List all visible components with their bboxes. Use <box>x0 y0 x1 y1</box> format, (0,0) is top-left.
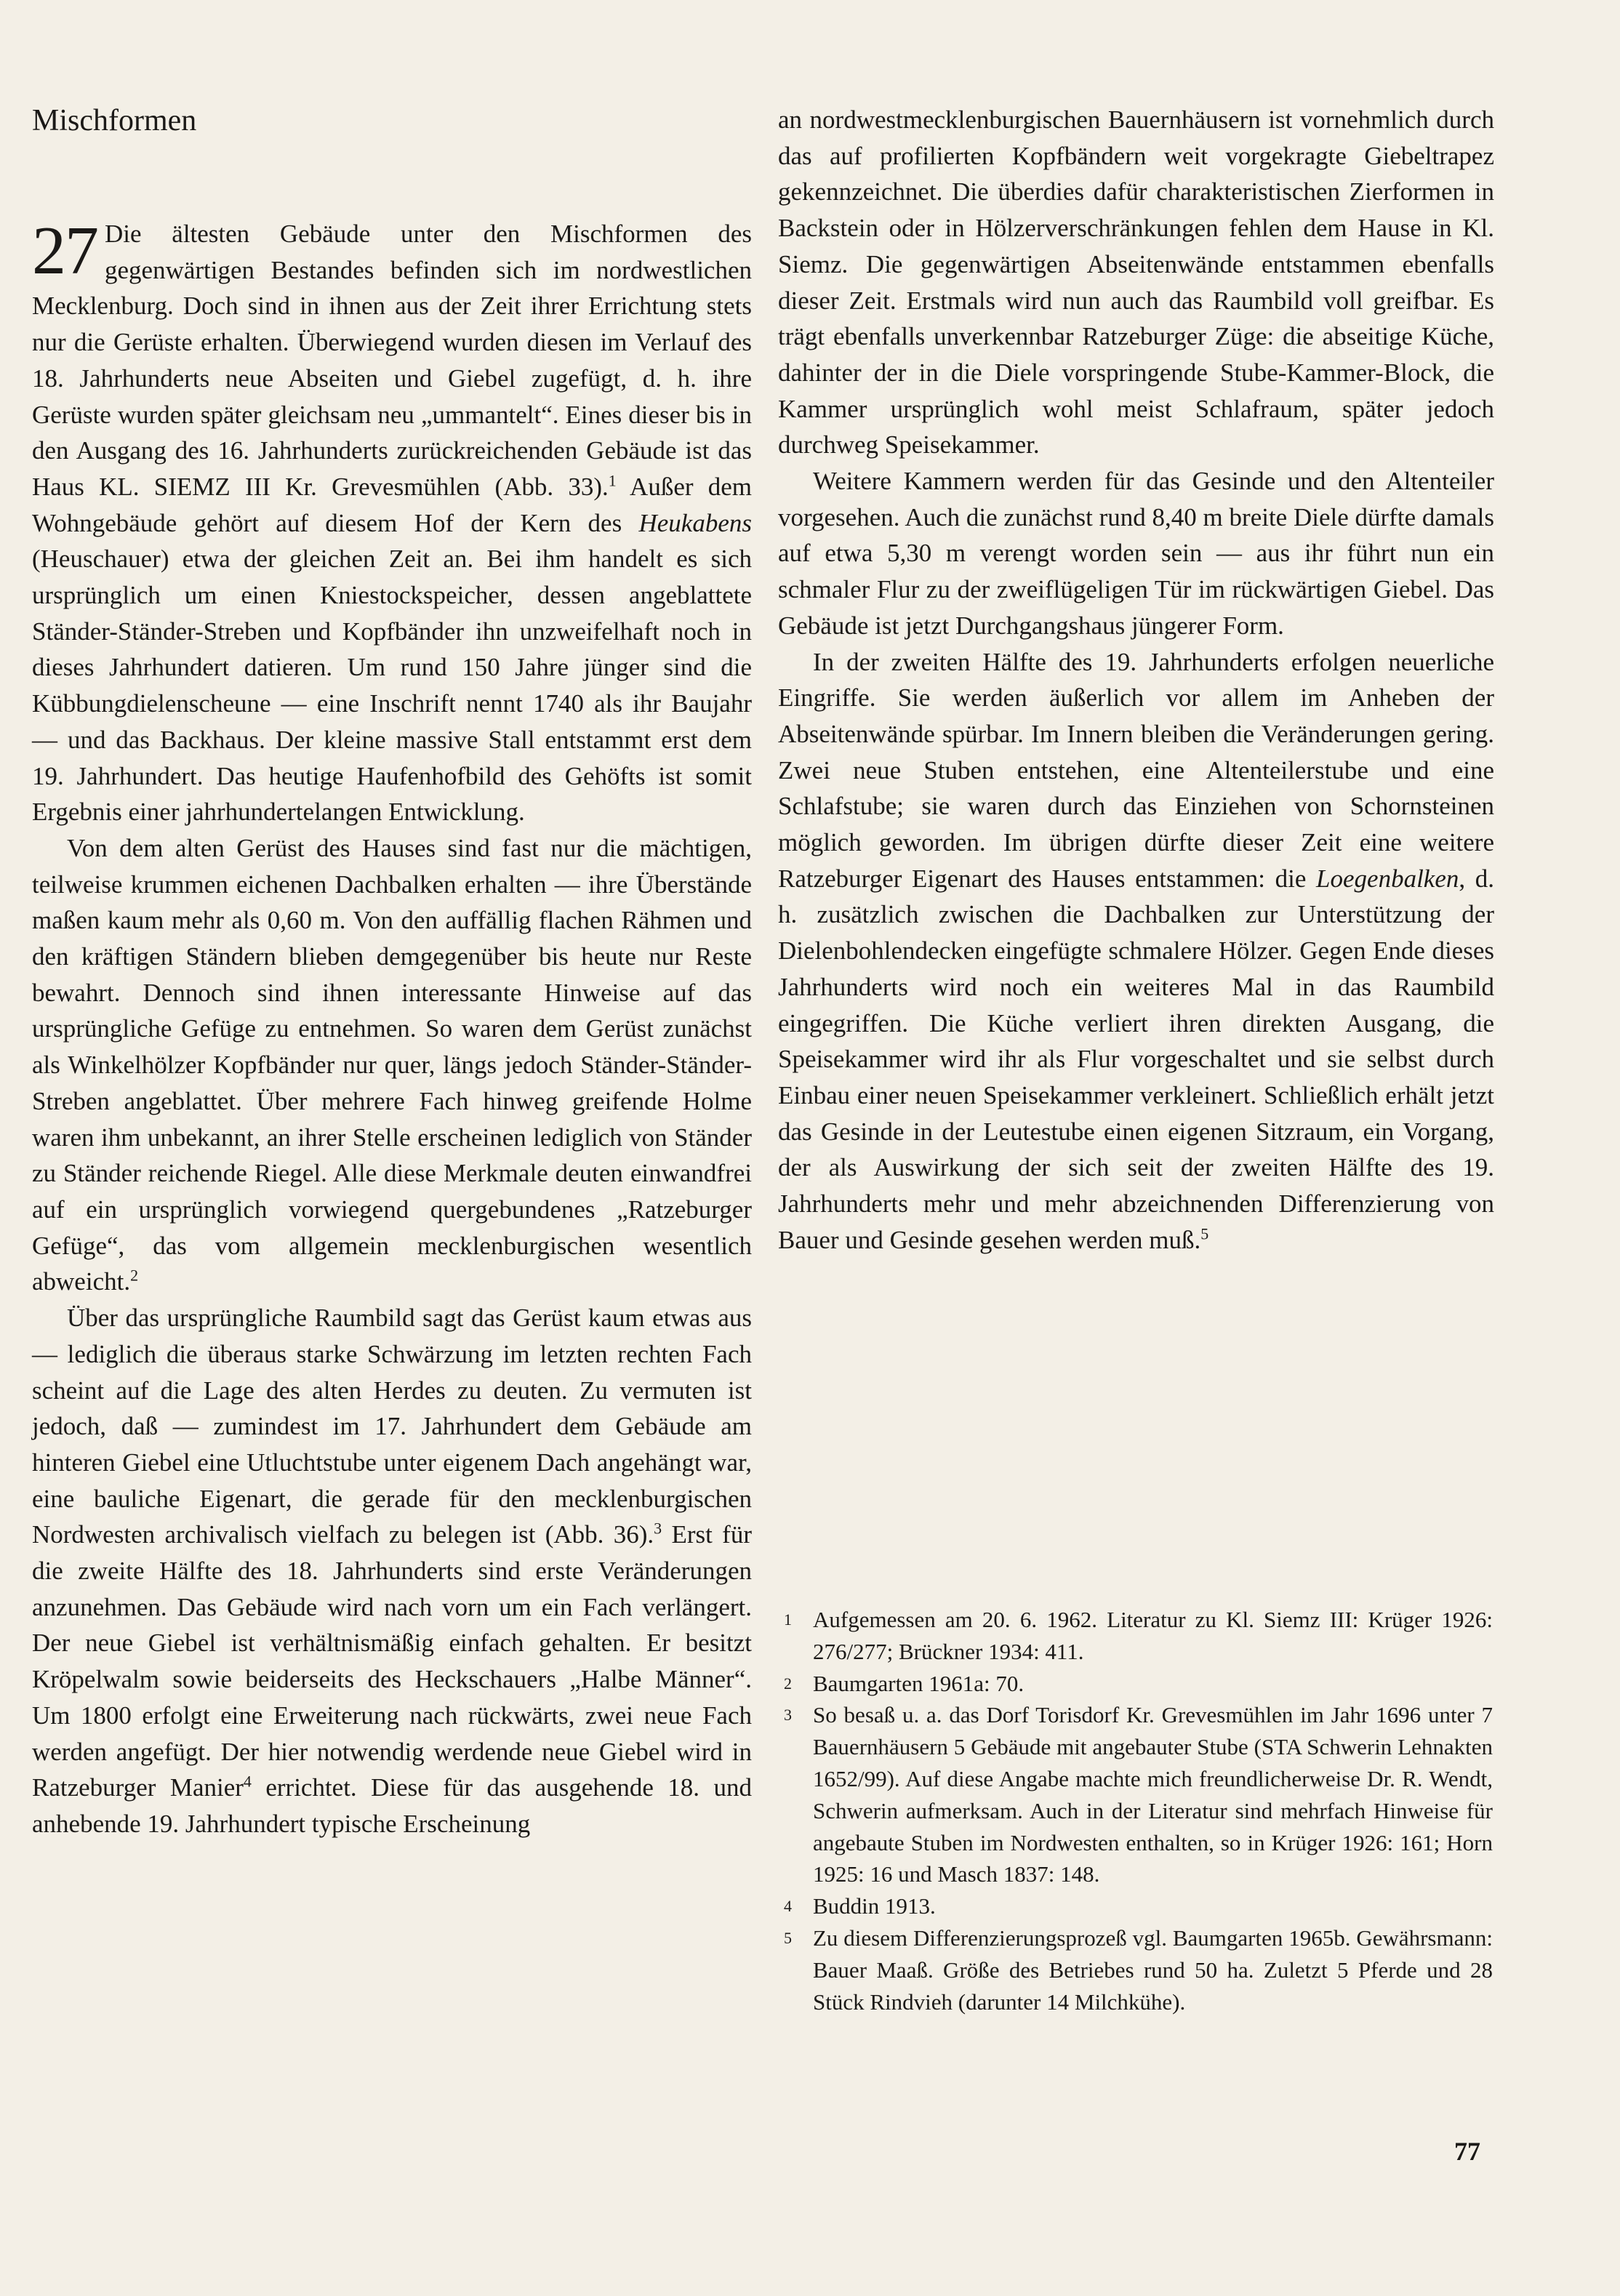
footnote-mark: 5 <box>784 1928 792 1947</box>
footnote-text: Zu diesem Differenzierungsprozeß vgl. Baumgarten 1965b. Gewährsmann: Bauer Maaß. Größe des Betriebes rund 50 ha. Zuletzt 5 Pferde und 28 Stück Rindvieh (darunter 14 Milchkühe). <box>813 1924 1493 2015</box>
footnote-mark: 3 <box>784 1706 792 1725</box>
footnote-ref: 5 <box>1200 1224 1209 1243</box>
footnote-item <box>784 1668 1493 1700</box>
paragraph-5: Weitere Kammern werden für das Gesinde und den Altenteiler vorgesehen. Auch die zunächst rund 8,40 m breite Diele dürfte damals auf etwa 5,30 m verengt worden sein — aus ihr führt nun ein schmaler Flur zu der zweiflügeligen Tür im rückwärtigen Giebel. Das Gebäude ist jetzt Durchgangshaus jüngerer Form. <box>778 467 1494 640</box>
footnote-ref: 4 <box>243 1772 252 1791</box>
footnote-mark: 4 <box>784 1897 792 1916</box>
page-number: 77 <box>1454 2137 1480 2166</box>
footnote-text: Buddin 1913. <box>813 1893 936 1919</box>
right-column <box>778 102 1494 1259</box>
footnote-item <box>784 1890 1493 1922</box>
footnote-item <box>784 1604 1493 1668</box>
footnote-mark: 1 <box>784 1610 792 1629</box>
text-run: errichtet. Diese für das ausgehende 18. und anhebende 19. Jahrhundert typische Erscheinung <box>32 1773 752 1838</box>
footnotes <box>784 1604 1493 2018</box>
italic-term: Heukabens <box>638 508 752 537</box>
footnote-ref: 2 <box>130 1266 139 1285</box>
footnote-ref: 3 <box>654 1519 662 1538</box>
footnote-ref: 1 <box>608 471 617 490</box>
footnote-text: Aufgemessen am 20. 6. 1962. Literatur zu Kl. Siemz III: Krüger 1926: 276/277; Brückner 1934: 411. <box>813 1607 1493 1664</box>
footnote-item <box>784 1699 1493 1890</box>
text-run: , d. h. zusätzlich zwischen die Dachbalken zur Unterstützung der Dielenbohlendecken eingefügte schmalere Hölzer. Gegen Ende dieses Jahrhunderts wird noch ein weiteres Mal in das Raumbild eingegriffen. Die Küche verliert ihren direkten Ausgang, die Speisekammer wird ihr als Flur vorgeschaltet und sie selbst durch Einbau einer neuen Speisekammer verkleinert. Schließlich erhält jetzt das Gesinde in der Leutestube einen eigenen Sitzraum, ein Vorgang, der als Auswirkung der sich seit der zweiten Hälfte des 19. Jahrhunderts mehr und mehr abzeichnenden Differenzierung von Bauer und Gesinde gesehen werden muß. <box>778 864 1494 1254</box>
paragraph-1 <box>32 213 752 830</box>
text-run: Die ältesten Gebäude unter den Mischformen des gegenwärtigen Bestandes befinden sich im nordwestlichen Mecklenburg. Doch sind in ihnen aus der Zeit ihrer Errichtung stets nur die Gerüste erhalten. Überwiegend wurden diesen im Verlauf des 18. Jahrhunderts neue Abseiten und Giebel zugefügt, d. h. ihre Gerüste wurden später gleichsam neu „ummantelt“. Eines dieser bis in den Ausgang des 16. Jahrhunderts zurückreichenden Gebäude ist das Haus KL. SIEMZ III Kr. Grevesmühlen (Abb. 33). <box>32 220 752 501</box>
text-run: Von dem alten Gerüst des Hauses sind fast nur die mächtigen, teilweise krummen eichenen Dachbalken erhalten — ihre Überstände maßen kaum mehr als 0,60 m. Von den auffällig flachen Rähmen und den kräftigen Ständern blieben demgegenüber bis heute nur Reste bewahrt. Dennoch sind ihnen interessante Hinweise auf das ursprüngliche Gefüge zu entnehmen. So waren dem Gerüst zunächst als Winkelhölzer Kopfbänder nur quer, längs jedoch Ständer-Ständer-Streben angeblattet. Über mehrere Fach hinweg greifende Holme waren ihm unbekannt, an ihrer Stelle erscheinen lediglich von Ständer zu Ständer reichende Riegel. Alle diese Merkmale deuten einwandfrei auf ein ursprünglich vorwiegend quergebundenes „Ratzeburger Gefüge“, das vom allgemein mecklenburgischen wesentlich abweicht. <box>32 833 752 1296</box>
footnote-item <box>784 1922 1493 2018</box>
section-number: 27 <box>32 213 97 289</box>
italic-term: Loegenbalken <box>1316 864 1459 893</box>
left-column <box>32 102 752 1842</box>
paragraph-4: an nordwestmecklenburgischen Bauernhäusern ist vornehmlich durch das auf profilierten Kopfbändern weit vorgekragte Giebeltrapez gekennzeichnet. Die überdies dafür charakteristischen Zierformen in Backstein oder in Hölzerverschränkungen fehlen dem Hause in Kl. Siemz. Die gegenwärtigen Abseitenwände entstammen ebenfalls dieser Zeit. Erstmals wird nun auch das Raumbild voll greifbar. Es trägt ebenfalls unverkennbar Ratzeburger Züge: die abseitige Küche, dahinter der in die Diele vorspringende Stube-Kammer-Block, die Kammer ursprünglich wohl meist Schlafraum, später jedoch durchweg Speisekammer. <box>778 105 1494 459</box>
text-run: In der zweiten Hälfte des 19. Jahrhunderts erfolgen neuerliche Eingriffe. Sie werden äußerlich vor allem im Anheben der Abseitenwände spürbar. Im Innern bleiben die Veränderungen gering. Zwei neue Stuben entstehen, eine Altenteilerstube und eine Schlafstube; sie waren durch das Einziehen von Schornsteinen möglich geworden. Im übrigen dürfte dieser Zeit eine weitere Ratzeburger Eigenart des Hauses entstammen: die <box>778 647 1494 893</box>
footnote-text: So besaß u. a. das Dorf Torisdorf Kr. Grevesmühlen im Jahr 1696 unter 7 Bauernhäusern 5 Gebäude mit angebauter Stube (STA Schwerin Lehnakten 1652/99). Auf diese Angabe machte mich freundlicherweise Dr. R. Wendt, Schwerin aufmerksam. Auch in der Literatur sind mehrfach Hinweise für angebaute Stuben im Nordwesten enthalten, so in Krüger 1926: 161; Horn 1925: 16 und Masch 1837: 148. <box>813 1702 1493 1887</box>
text-run: Über das ursprüngliche Raumbild sagt das Gerüst kaum etwas aus — lediglich die überaus starke Schwärzung im letzten rechten Fach scheint auf die Lage des alten Herdes zu deuten. Zu vermuten ist jedoch, daß — zumindest im 17. Jahrhundert dem Gebäude am hinteren Giebel eine Utluchtstube unter eigenem Dach angehängt war, eine bauliche Eigenart, die gerade für den mecklenburgischen Nordwesten archivalisch vielfach zu belegen ist (Abb. 36). <box>32 1304 752 1549</box>
paragraph-2 <box>32 830 752 1300</box>
paragraph-6 <box>778 644 1494 1259</box>
paragraph-3 <box>32 1300 752 1842</box>
text-run: Erst für die zweite Hälfte des 18. Jahrhunderts sind erste Veränderungen anzunehmen. Das Gebäude wird nach vorn um ein Fach verlängert. Der neue Giebel ist verhältnismäßig einfach gehalten. Er besitzt Kröpelwalm sowie beiderseits des Heckschauers „Halbe Männer“. Um 1800 erfolgt eine Erweiterung nach rückwärts, zwei neue Fach werden angefügt. Der hier notwendig werdende neue Giebel wird in Ratzeburger Manier <box>32 1520 752 1802</box>
footnote-mark: 2 <box>784 1674 792 1693</box>
text-run: (Heuschauer) etwa der gleichen Zeit an. Bei ihm handelt es sich ursprünglich um einen Kniestockspeicher, dessen angeblattete Ständer-Ständer-Streben und Kopfbänder ihn unzweifelhaft noch in dieses Jahrhundert datieren. Um rund 150 Jahre jünger sind die Kübbungdielenscheune — eine Inschrift nennt 1740 als ihr Baujahr — und das Backhaus. Der kleine massive Stall entstammt erst dem 19. Jahrhundert. Das heutige Haufenhofbild des Gehöfts ist somit Ergebnis einer jahrhundertelangen Entwicklung. <box>32 545 752 827</box>
page-heading: Mischformen <box>32 104 197 137</box>
footnote-text: Baumgarten 1961a: 70. <box>813 1670 1024 1696</box>
text-run: Außer dem Wohngebäude gehört auf diesem Hof der Kern des <box>32 472 752 537</box>
